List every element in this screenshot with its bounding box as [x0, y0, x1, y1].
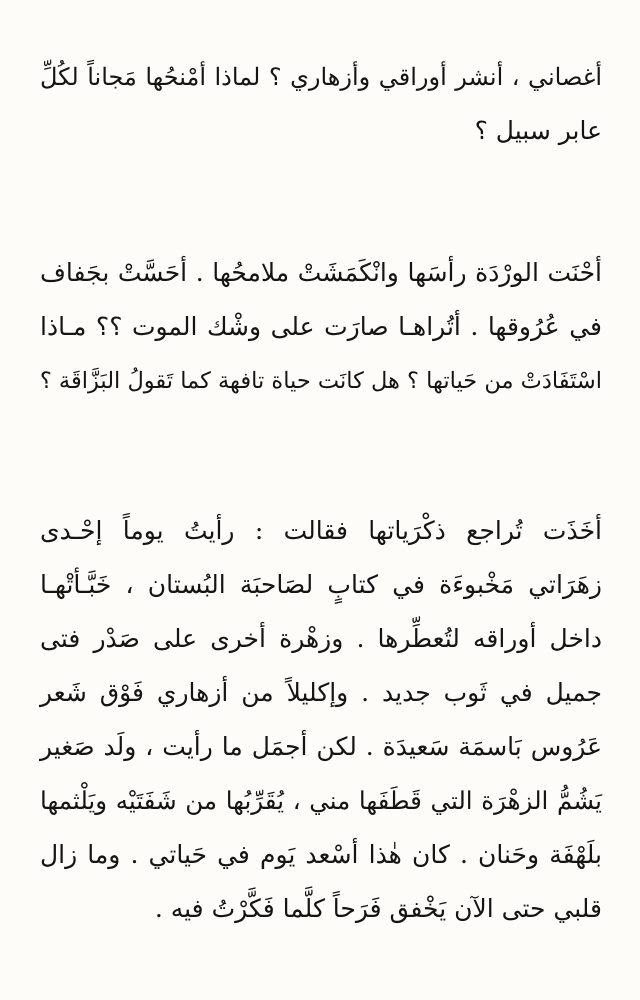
paragraph-gap	[40, 408, 602, 504]
text-line: أحْنَت الورْدَة رأسَها وانْكَمَشَتْ ملامحُها . أحَسَّتْ بجَفاف	[40, 258, 602, 287]
text-line: جميل في ثَوب جديد . وإكليلاً من أزهاري فَوْق شَعر	[40, 678, 602, 707]
text-line: عابر سبيل ؟	[474, 116, 602, 145]
text-line: قلبي حتى الآن يَخْفق فَرَحاً كلَّما فَكَّرْتُ فيه .	[154, 894, 602, 923]
text-line: زهَرَاتي مَخْبوءَة في كتابٍ لصَاحبَة البُستان ، خَبَّـأتْهـا	[40, 570, 602, 599]
text-line: عَرُوس بَاسمَة سَعيدَة . لكن أجمَل ما رأيت ، ولَد صَغير	[40, 732, 602, 761]
text-line: يَشُمُّ الزهْرَة التي قَطَفَها مني ، يُقَرِّبُها من شَفَتَيْه ويَلْثمها	[40, 786, 602, 815]
text-line: أخَذَت تُراجع ذكْرَياتها فقالت : رأيتُ يوماً إحْـدى	[40, 516, 602, 545]
text-line: أغصاني ، أنشر أوراقي وأزهاري ؟ لماذا أمْنحُها مَجاناً لكُلِّ	[40, 63, 602, 91]
paragraph-1	[40, 50, 602, 158]
text-line: داخل أوراقه لتُعطِّرها . وزهْرة أخرى على صَدْر فتى	[40, 624, 602, 653]
paragraph-gap	[40, 158, 602, 246]
text-line: بلَهْفَة وحَنان . كان هٰذا أسْعد يَوم في حَياتي . وما زال	[40, 840, 602, 869]
text-line: اسْتَفَادَتْ من حَياتها ؟ هل كانَت حياة تافهة كما تَقولُ البَزَّاقَة ؟	[39, 368, 602, 394]
text-line: في عُرُوقها . أتُراهـا صارَت على وشْك الموت ؟؟ مـاذا	[40, 312, 602, 341]
paragraph-2	[40, 246, 602, 408]
paragraph-3	[40, 504, 602, 936]
